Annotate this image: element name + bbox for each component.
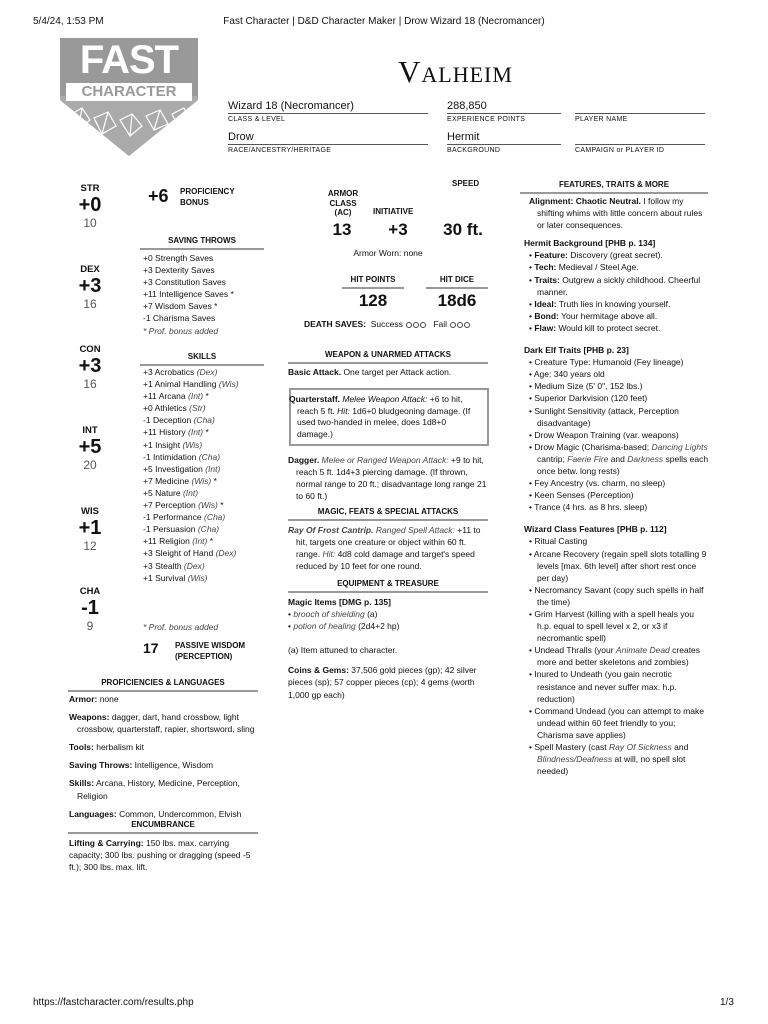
character-name: Valheim (398, 54, 513, 89)
skill-row: +3 Acrobatics (Dex) (143, 367, 218, 377)
list-item: -1 Charisma Saves (143, 313, 216, 324)
ac-label: ARMOR CLASS (AC) (327, 189, 359, 217)
ability-con: CON +3 16 (78, 344, 102, 392)
skill-row: -1 Performance (Cha) (143, 512, 226, 523)
proficiency-label: PROFICIENCY BONUS (180, 187, 235, 207)
attacks-title: WEAPON & UNARMED ATTACKS (288, 350, 488, 364)
logo-character: CHARACTER (81, 83, 177, 100)
proficiencies-title: PROFICIENCIES & LANGUAGES (68, 678, 258, 692)
magic-title: MAGIC, FEATS & SPECIAL ATTACKS (288, 507, 488, 521)
death-save-fail-circle[interactable] (450, 322, 456, 328)
ray-of-frost: Ray Of Frost Cantrip. Ranged Spell Attack: +11 to hit, targets one creature or object within 60 ft. range. Hit: 4d8 cold damage and target's speed reduced by 10 feet for one round. (288, 525, 481, 572)
skill-row: +11 History (Int) * (143, 427, 209, 438)
armor-worn: Armor Worn: none (353, 248, 423, 258)
quarterstaff-attack: Quarterstaff. Melee Weapon Attack: +6 to hit, reach 5 ft. Hit: 1d6+0 bludgeoning damage. (If used two-handed in melee, does 1d8+0 damage.) (289, 388, 489, 446)
skill-row: +5 Investigation (Int) (143, 463, 221, 474)
hd-value: 18d6 (437, 291, 477, 310)
skill-row: +11 Arcana (Int) * (143, 391, 209, 402)
death-save-fail-circle[interactable] (464, 322, 470, 328)
saving-throws-note: * Prof. bonus added (143, 325, 219, 336)
print-datetime: 5/4/24, 1:53 PM (33, 16, 104, 27)
ability-str: STR +0 10 (78, 183, 102, 231)
death-save-success-circle[interactable] (406, 322, 412, 328)
encumbrance-body: Lifting & Carrying: 150 lbs. max. carrying capacity; 300 lbs. pushing or dragging (speed -5 ft.); 300 lbs. max. lift. (69, 838, 251, 873)
passive-wisdom-value: 17 (143, 640, 159, 656)
death-save-success-circle[interactable] (413, 322, 419, 328)
passive-wisdom-label: PASSIVE WISDOM (PERCEPTION) (175, 641, 246, 661)
equipment-body: Magic Items [DMG p. 135] • brooch of shielding (a) • potion of healing (2d4+2 hp) (a) Item attuned to character. Coins & Gems: 37,506 gold pieces (gp); 42 silver pieces (sp); 57 copper pieces (cp); 4 gems (worth 1,000 gp each) (288, 597, 477, 700)
initiative-label: INITIATIVE (373, 207, 414, 216)
ability-dex: DEX +3 16 (78, 264, 102, 312)
features-title: FEATURES, TRAITS & MORE (520, 180, 708, 194)
skill-row: +1 Survival (Wis) (143, 572, 208, 583)
dagger-attack: Dagger. Melee or Ranged Weapon Attack: +9 to hit, reach 5 ft. 1d4+3 piercing damage. (If thrown, normal range to 20 ft.; disadvantage long range 21 to 60 ft.) (288, 455, 487, 502)
skills-title: SKILLS (140, 352, 264, 366)
skill-row: +1 Animal Handling (Wis) (143, 379, 239, 390)
ac-value: 13 (332, 220, 352, 239)
skills-note: * Prof. bonus added (143, 622, 219, 632)
skill-row: +7 Perception (Wis) * (143, 500, 224, 511)
death-save-success-circle[interactable] (420, 322, 426, 328)
print-url[interactable]: https://fastcharacter.com/results.php (33, 997, 194, 1008)
ability-int: INT +5 20 (78, 425, 102, 473)
death-saves: DEATH SAVES: Success Fail (304, 319, 470, 330)
hp-value: 128 (358, 291, 388, 310)
skill-row: +3 Stealth (Dex) (143, 560, 205, 571)
hd-label: HIT DICE (426, 275, 488, 289)
logo-fast: FAST (79, 38, 179, 82)
print-title: Fast Character | D&D Character Maker | Drow Wizard 18 (Necromancer) (223, 16, 545, 27)
class-level-field: Wizard 18 (Necromancer) CLASS & LEVEL (228, 99, 428, 125)
skills-list (143, 366, 273, 584)
campaign-field: CAMPAIGN or PLAYER ID (575, 130, 705, 156)
ability-cha: CHA -1 9 (79, 586, 101, 634)
skill-row: +3 Sleight of Hand (Dex) (143, 548, 237, 559)
background-field: Hermit BACKGROUND (447, 130, 561, 156)
skill-row: +11 Religion (Int) * (143, 536, 214, 547)
saving-throws-title: SAVING THROWS (140, 236, 264, 250)
equipment-title: EQUIPMENT & TREASURE (288, 579, 488, 593)
speed-label: SPEED (452, 179, 480, 188)
player-name-field: PLAYER NAME (575, 99, 705, 125)
list-item: +3 Dexterity Saves (143, 265, 215, 276)
basic-attack: Basic Attack. One target per Attack action. (288, 367, 452, 377)
saving-throws-list (143, 252, 273, 337)
list-item: +0 Strength Saves (143, 253, 214, 263)
proficiency-value: +6 (148, 186, 169, 206)
skill-row: -1 Persuasion (Cha) (143, 524, 220, 535)
race-field: Drow RACE/ANCESTRY/HERITAGE (228, 130, 428, 156)
speed-value: 30 ft. (443, 220, 483, 239)
skill-row: +5 Nature (Int) (143, 487, 199, 498)
xp-field: 288,850 EXPERIENCE POINTS (447, 99, 561, 125)
fast-character-logo[interactable] (60, 38, 198, 156)
skill-row: -1 Intimidation (Cha) (143, 451, 221, 462)
list-item: +7 Wisdom Saves * (143, 301, 218, 312)
features-body: Alignment: Chaotic Neutral. I follow my shifting whims with little concern about rules or later consequences. Hermit Background [PHB p. 134] • Feature: Discovery (great secret). • Tech: Medieval / Steel Age. • Traits: Outgrew a sickly childhood. Cheerful manner. • Ideal: Truth lies in knowing yourself. • Bond: Your hermitage above all. • Flaw: Would kill to protect secret. Dark Elf Traits [PHB p. 23] • Creature Type: Humanoid (Fey lineage) • Age: 340 years old • Medium Size (5' 0", 152 lbs.) • Superior Darkvision (120 feet) • Sunlight Sensitivity (attack, Perception disadvantage) • Drow Weapon Training (var. weapons) • Drow Magic (Charisma-based; Dancing Lights cantrip; Faerie Fire and Darkness spells each once betw. long rests) • Fey Ancestry (vs. charm, no sleep) • Keen Senses (Perception) • Trance (4 hrs. as 8 hrs. sleep) Wizard Class Features [PHB p. 112] • Ritual Casting • Arcane Recovery (regain spell slots totalling 9 levels [max. 6th level] after short rest once per day) • Necromancy Savant (copy such spells in half the time) • Grim Harvest (killing with a spell heals you h.p. equal to spell level x 2, or x3 if necromantic spell) • Undead Thralls (your Animate Dead creates more and better skeletons and zombies) • Inured to Undeath (you gain necrotic resistance and never suffer max. h.p. reduction) • Command Undead (you can attempt to make undead within 60 feet friendly to you; Charisma save applies) • Spell Mastery (cast Ray Of Sickness and Blindness/Deafness at will, no spell slot needed) (524, 196, 709, 777)
print-page-number: 1/3 (720, 997, 734, 1008)
death-save-fail-circle[interactable] (457, 322, 463, 328)
ability-wis: WIS +1 12 (78, 506, 102, 554)
skill-row: -1 Deception (Cha) (143, 415, 215, 426)
skill-row: +0 Athletics (Str) (143, 403, 206, 414)
initiative-value: +3 (388, 220, 408, 239)
skill-row: +7 Medicine (Wis) * (143, 475, 217, 486)
proficiencies-body: Armor: none Weapons: dagger, dart, hand crossbow, light crossbow, quarterstaff, rapier, shortsword, sling Tools: herbalism kit Saving Throws: Intelligence, Wisdom Skills: Arcana, History, Medicine, Perception, Religion Languages: Common, Undercommon, Elvish (69, 694, 255, 819)
list-item: +3 Constitution Saves (143, 277, 226, 288)
skill-row: +1 Insight (Wis) (143, 439, 203, 450)
hp-label: HIT POINTS (342, 275, 404, 289)
encumbrance-title: ENCUMBRANCE (68, 820, 258, 834)
list-item: +11 Intelligence Saves * (143, 289, 234, 300)
